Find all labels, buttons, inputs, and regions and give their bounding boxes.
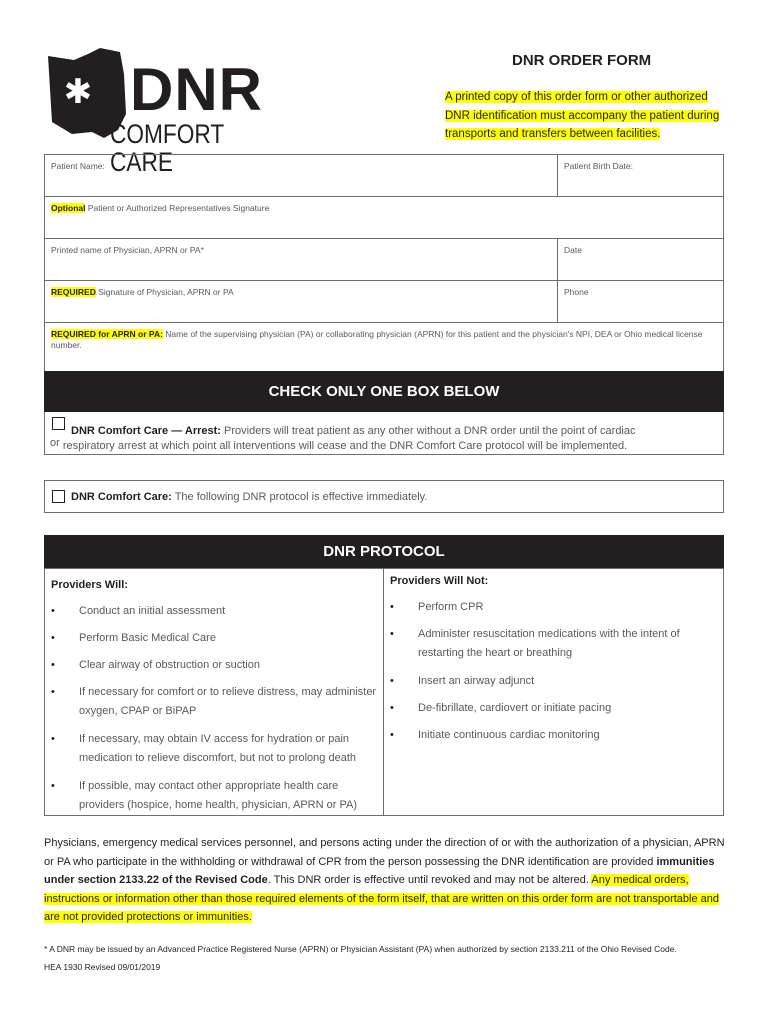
date-field[interactable]	[558, 239, 723, 280]
arrest-option-checkbox[interactable]	[52, 417, 65, 430]
aprn-footnote: * A DNR may be issued by an Advanced Practice Registered Nurse (APRN) or Physician Assistant (PA) when authorized by section 2133.211 of the Ohio Revised Code.	[44, 944, 677, 954]
providers-will-column	[45, 569, 384, 815]
logo-comfort-care-text: COMFORT CARE	[110, 119, 224, 177]
providers-will-item-line1: If possible, may contact other appropriate health care	[79, 780, 339, 792]
arrest-option-or: or	[50, 437, 60, 449]
providers-will-item-line2: oxygen, CPAP or BiPAP	[79, 705, 197, 717]
providers-will-item-line1: If necessary, may obtain IV access for hydration or pain	[79, 733, 350, 745]
providers-will-not-item-line1: Perform CPR	[418, 601, 484, 613]
arrest-option-line1	[71, 424, 636, 438]
supervising-physician-field[interactable]	[45, 323, 723, 371]
supervising-physician-label: Name of the supervising physician (PA) or collaborating physician (APRN) for this patient and the physician's NPI, DEA or Ohio medical license number.	[51, 329, 703, 350]
date-label: Date	[564, 245, 582, 255]
immediate-option-title: DNR Comfort Care:	[71, 491, 172, 503]
check-one-box-title: CHECK ONLY ONE BOX BELOW	[268, 383, 500, 400]
immediate-option-desc: The following DNR protocol is effective immediately.	[174, 491, 428, 503]
providers-will-not-item-line1: Initiate continuous cardiac monitoring	[418, 729, 600, 741]
providers-will-item-line2: providers (hospice, home health, physician, APRN or PA)	[79, 799, 357, 811]
transport-notice-text: A printed copy of this order form or other authorized DNR identification must accompany the patient during transports and transfers between facilities.	[445, 91, 720, 140]
immunity-text-2: . This DNR order is effective until revoked and may not be altered.	[267, 874, 592, 886]
physician-signature-label: Signature of Physician, APRN or PA	[98, 287, 234, 297]
representative-signature-field[interactable]	[45, 197, 723, 238]
immediate-option	[44, 480, 724, 513]
immunity-statement	[44, 834, 728, 927]
bullet-icon: •	[51, 659, 55, 671]
required-tag: REQUIRED	[51, 287, 96, 297]
form-title: DNR ORDER FORM	[512, 52, 652, 69]
providers-will-not-item-line1: De-fibrillate, cardiovert or initiate pacing	[418, 702, 612, 714]
arrest-option	[44, 412, 724, 455]
dnr-protocol-header	[44, 535, 724, 568]
representative-signature-label: Patient or Authorized Representatives Signature	[87, 203, 270, 213]
patient-birth-date-label: Patient Birth Date:	[564, 161, 633, 171]
arrest-option-desc-line1: Providers will treat patient as any other without a DNR order until the point of cardiac	[224, 425, 636, 437]
patient-name-label: Patient Name:	[51, 161, 105, 171]
dnr-protocol-title: DNR PROTOCOL	[323, 543, 445, 560]
providers-will-not-column	[384, 569, 723, 815]
providers-will-not-heading: Providers Will Not:	[390, 575, 489, 587]
arrest-option-title: DNR Comfort Care — Arrest:	[71, 425, 221, 437]
arrest-option-desc-line2: respiratory arrest at which point all interventions will cease and the DNR Comfort Care protocol will be implemented.	[62, 440, 628, 452]
bullet-icon: •	[390, 729, 394, 741]
logo-dnr-text: DNR	[130, 56, 263, 123]
providers-will-not-item-line2: restarting the heart or breathing	[418, 647, 573, 659]
bullet-icon: •	[390, 601, 394, 613]
bullet-icon: •	[390, 702, 394, 714]
immunity-text-1: Physicians, emergency medical services personnel, and persons acting under the direction of or with the authorization of a physician, APRN or PA who participate in the withholding or withdrawal of CPR from the person possessing the DNR identification are provided	[44, 837, 725, 868]
providers-will-item-line1: If necessary for comfort or to relieve distress, may administer	[79, 686, 377, 698]
providers-will-item-line2: medication to relieve discomfort, but not to prolong death	[79, 752, 356, 764]
providers-will-item-line1: Clear airway of obstruction or suction	[79, 659, 260, 671]
bullet-icon: •	[51, 605, 55, 617]
providers-will-not-item-line1: Administer resuscitation medications with the intent of	[418, 628, 680, 640]
patient-name-field[interactable]	[45, 155, 558, 196]
phone-field[interactable]	[558, 281, 723, 322]
arrest-option-line2	[50, 439, 627, 453]
phone-label: Phone	[564, 287, 589, 297]
physician-signature-field[interactable]	[45, 281, 558, 322]
check-one-box-header	[44, 371, 724, 412]
bullet-icon: •	[390, 675, 394, 687]
patient-birth-date-field[interactable]	[558, 155, 723, 196]
providers-will-not-item-line1: Insert an airway adjunct	[418, 675, 535, 687]
star-of-life-icon: ✱	[63, 73, 93, 111]
immediate-option-line	[71, 490, 427, 504]
immunity-highlight: Any medical orders, instructions or information other than those required elements of the form itself, that are written on this order form are not transportable and are not provided protections or immunities.	[44, 874, 720, 923]
providers-will-item-line1: Perform Basic Medical Care	[79, 632, 216, 644]
immediate-option-checkbox[interactable]	[52, 490, 65, 503]
signature-fields-table	[44, 154, 724, 372]
physician-name-field[interactable]	[45, 239, 558, 280]
providers-will-heading: Providers Will:	[51, 579, 128, 591]
transport-notice	[445, 88, 730, 144]
providers-will-item-line1: Conduct an initial assessment	[79, 605, 226, 617]
immunity-text-bold: immunities under section 2133.22 of the Revised Code	[44, 855, 715, 886]
physician-name-label: Printed name of Physician, APRN or PA*	[51, 245, 204, 255]
bullet-icon: •	[51, 780, 55, 792]
required-aprn-tag: REQUIRED for APRN or PA:	[51, 329, 163, 339]
optional-tag: Optional	[51, 203, 86, 213]
bullet-icon: •	[51, 632, 55, 644]
bullet-icon: •	[390, 628, 394, 640]
bullet-icon: •	[51, 686, 55, 698]
bullet-icon: •	[51, 733, 55, 745]
form-id: HEA 1930 Revised 09/01/2019	[44, 962, 161, 972]
dnr-protocol-table	[44, 568, 724, 816]
